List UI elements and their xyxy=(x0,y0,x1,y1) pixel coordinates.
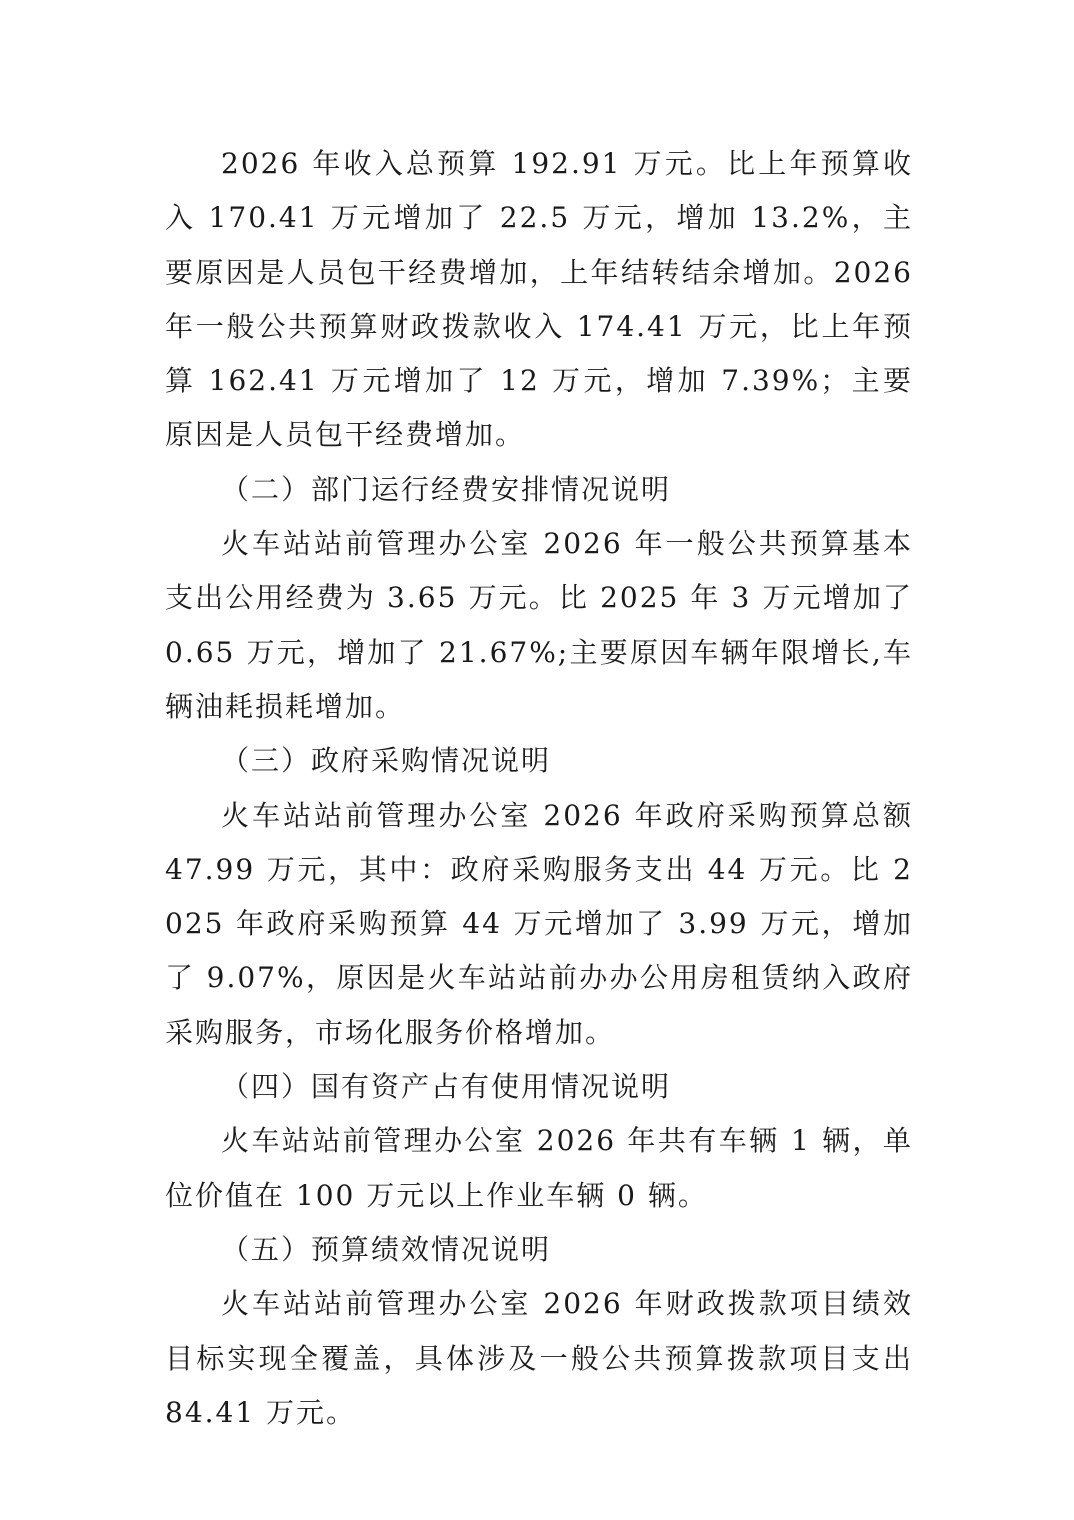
heading-budget-performance: （五）预算绩效情况说明 xyxy=(221,1232,552,1266)
paragraph-budget-performance: 火车站站前管理办公室 2026 年财政拨款项目绩效目标实现全覆盖，具体涉及一般公共预算拨款项目支出 84.41 万元。 xyxy=(165,1287,913,1429)
heading-government-procurement: （三）政府采购情况说明 xyxy=(221,744,552,778)
paragraph-government-procurement: 火车站站前管理办公室 2026 年政府采购预算总额 47.99 万元，其中：政府采购服务支出 44 万元。比 2025 年政府采购预算 44 万元增加了 3.99 万元，增加了 9.07%，原因是火车站站前办办公用房租赁纳入政府采购服务，市场化服务价格增加。 xyxy=(165,798,913,1049)
paragraph-operating-expenses: 火车站站前管理办公室 2026 年一般公共预算基本支出公用经费为 3.65 万元。比 2025 年 3 万元增加了 0.65 万元，增加了 21.67%;主要原因车辆年限增长,车辆油耗损耗增加。 xyxy=(165,527,913,723)
document-page xyxy=(165,137,913,1440)
heading-operating-expenses: （二）部门运行经费安排情况说明 xyxy=(221,472,672,506)
paragraph-revenue-budget: 2026 年收入总预算 192.91 万元。比上年预算收入 170.41 万元增加了 22.5 万元，增加 13.2%，主要原因是人员包干经费增加，上年结转结余增加。2026 年一般公共预算财政拨款收入 174.41 万元，比上年预算 162.41 万元增加了 12 万元，增加 7.39%；主要原因是人员包干经费增加。 xyxy=(165,147,913,452)
paragraph-state-assets: 火车站站前管理办公室 2026 年共有车辆 1 辆，单位价值在 100 万元以上作业车辆 0 辆。 xyxy=(165,1124,913,1212)
heading-state-assets: （四）国有资产占有使用情况说明 xyxy=(221,1070,672,1104)
